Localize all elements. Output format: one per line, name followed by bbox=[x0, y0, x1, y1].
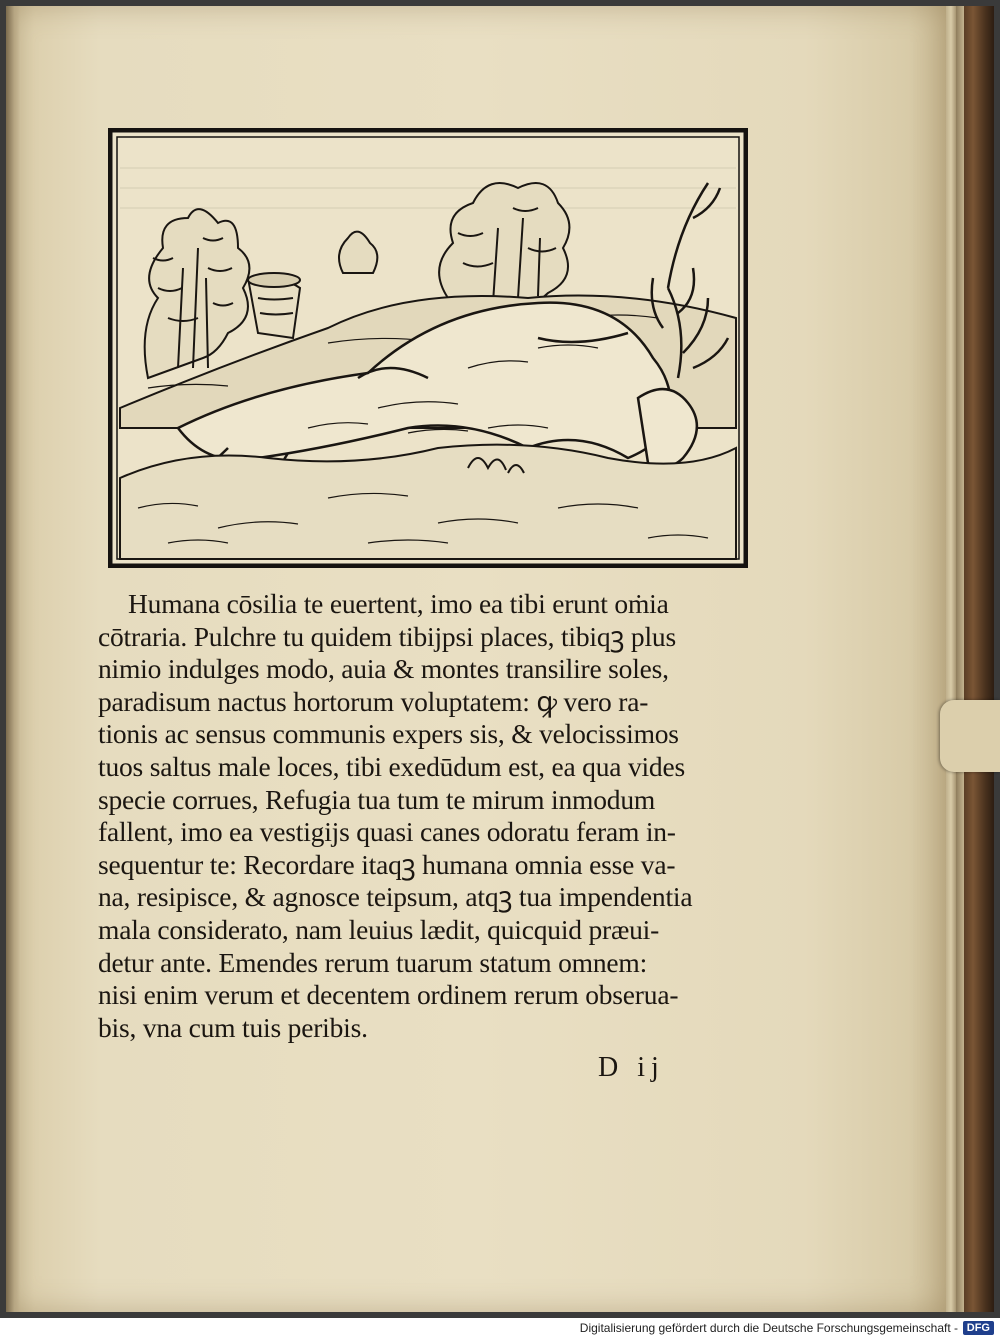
footer-credit: Digitalisierung gefördert durch die Deutsche Forschungsgemeinschaft - bbox=[579, 1321, 958, 1335]
book-cover-edge bbox=[964, 6, 994, 1312]
text-line: na, resipisce, & agnosce teipsum, atqꝫ tua impendentia bbox=[98, 881, 693, 913]
text-line: nisi enim verum et decentem ordinem rerum obserua‑ bbox=[98, 979, 679, 1011]
page-edge bbox=[946, 6, 956, 1312]
text-line: sequentur te: Recordare itaqꝫ humana omnia esse va‑ bbox=[98, 848, 676, 880]
dfg-logo: DFG bbox=[963, 1321, 994, 1335]
text-line: specie corrues, Refugia tua tum te mirum inmodum bbox=[98, 783, 656, 815]
text-line: tionis ac sensus communis expers sis, & velocissimos bbox=[98, 718, 679, 750]
text-line: fallent, imo ea vestigijs quasi canes odoratu feram in‑ bbox=[98, 816, 676, 848]
signature-mark: D ij bbox=[598, 1052, 665, 1083]
text-line: bis, vna cum tuis peribis. bbox=[98, 1011, 368, 1043]
page-body-text bbox=[98, 588, 768, 1044]
text-line: Humana cōsilia te euertent, imo ea tibi erunt oṁia bbox=[128, 588, 669, 619]
page-edge bbox=[956, 6, 964, 1312]
text-line: paradisum nactus hortorum voluptatem: ꝙ vero ra‑ bbox=[98, 685, 649, 717]
text-line: mala considerato, nam leuius lædit, quicquid præui‑ bbox=[98, 913, 660, 945]
text-line: detur ante. Emendes rerum tuarum statum omnem: bbox=[98, 946, 648, 978]
footer-bar bbox=[0, 1318, 1000, 1340]
text-line: tuos saltus male loces, tibi exedūdum est, ea qua vides bbox=[98, 750, 685, 782]
woodcut-illustration bbox=[108, 128, 748, 568]
page-tab-marker bbox=[940, 700, 1000, 772]
text-line: nimio indulges modo, auia & montes transilire soles, bbox=[98, 653, 669, 685]
text-line: cōtraria. Pulchre tu quidem tibijpsi places, tibiqꝫ plus bbox=[98, 620, 676, 652]
page-gutter bbox=[6, 6, 20, 1312]
